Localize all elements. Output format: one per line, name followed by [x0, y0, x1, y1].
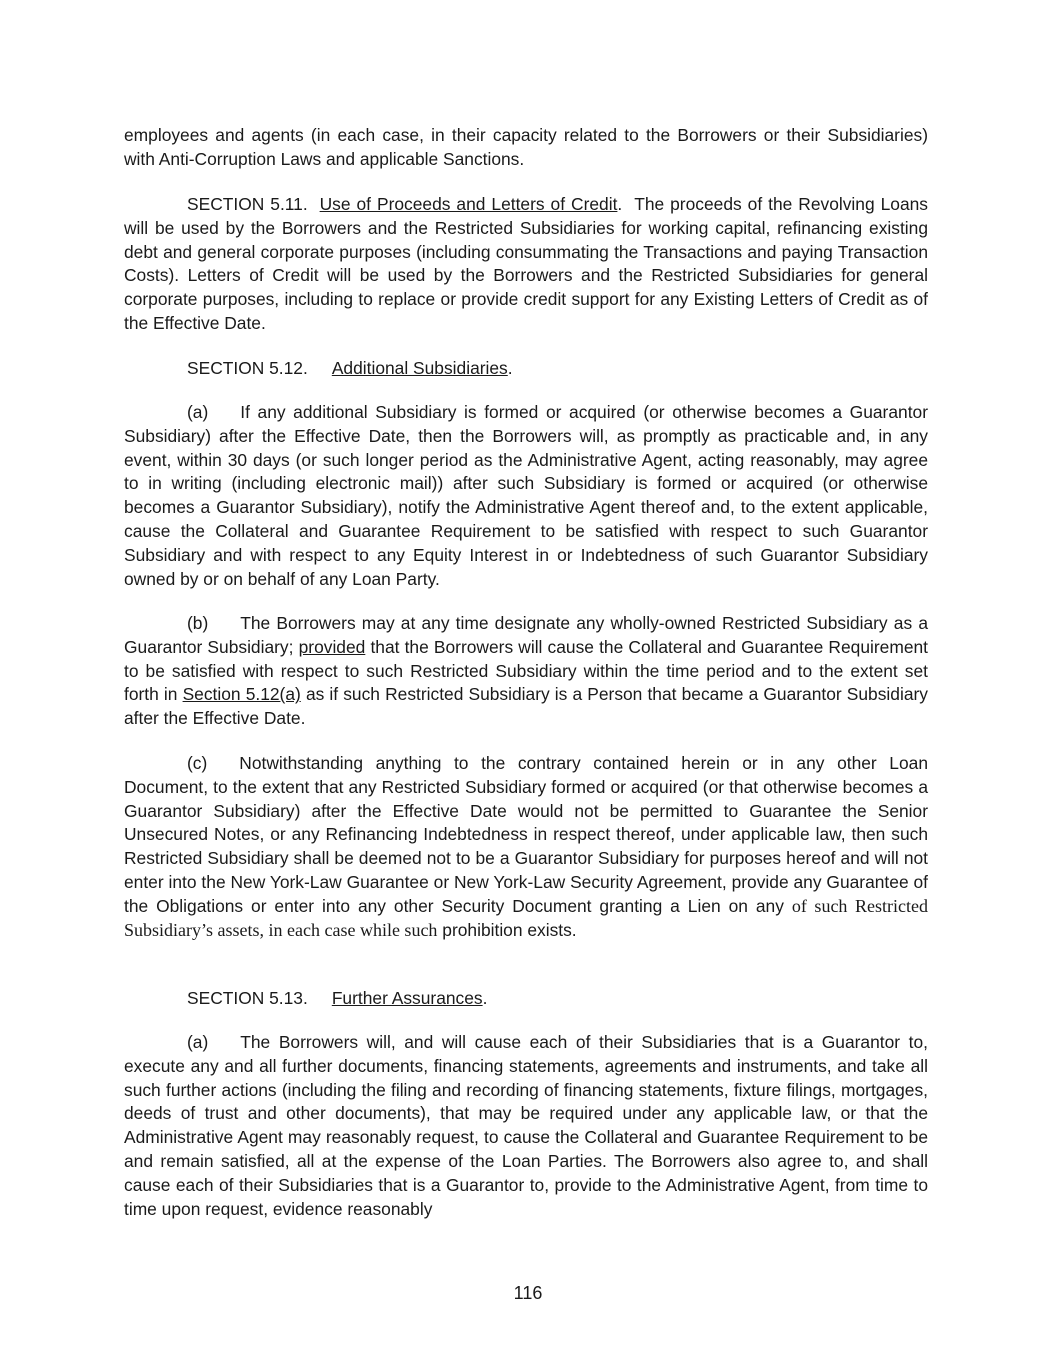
section-title-period: .: [482, 988, 488, 1008]
section-title: Additional Subsidiaries: [331, 358, 508, 378]
clause-label: (c): [187, 753, 208, 773]
section-5-12-heading: [124, 357, 928, 381]
clause-body: The Borrowers will, and will cause each of their Subsidiaries that is a Guarantor to, execute any and all further documents, financing statements, agreements and instruments, and take all such further actions (including the filing and recording of financing statements, fixture filings, mortgages, deeds of trust and other documents), that may be required under any applicable law, or that the Administrative Agent may reasonably request, to cause the Collateral and Guarantee Requirement to be and remain satisfied, all at the expense of the Loan Parties. The Borrowers also agree to, and shall cause each of their Subsidiaries that is a Guarantor to, provide to the Administrative Agent, from time to time upon request, evidence reasonably: [124, 1032, 928, 1219]
clause-5-12-b: [124, 612, 928, 731]
section-body: The proceeds of the Revolving Loans will be used by the Borrowers and the Restricted Subsidiaries for working capital, refinancing existing debt and general corporate purposes (including consummating the Transactions and paying Transaction Costs). Letters of Credit will be used by the Borrowers and the Restricted Subsidiaries for general corporate purposes, including to replace or provide credit support for any Existing Letters of Credit as of the Effective Date.: [124, 194, 928, 333]
clause-body-1: The Borrowers may at any time designate any wholly-owned Restricted Subsidiary as a Guarantor Subsidiary;: [124, 613, 928, 657]
section-title: Use of Proceeds and Letters of Credit: [319, 194, 618, 214]
clause-label: (a): [187, 1032, 209, 1052]
provided-term: provided: [298, 636, 366, 657]
section-number: SECTION 5.12.: [187, 358, 308, 378]
clause-text: [124, 612, 928, 731]
clause-label: (b): [187, 613, 209, 633]
clause-5-12-a: [124, 401, 928, 591]
section-number: SECTION 5.11.: [187, 194, 308, 214]
clause-text: [124, 401, 928, 591]
section-heading-line: [124, 987, 928, 1011]
clause-body: If any additional Subsidiary is formed or acquired (or otherwise becomes a Guarantor Subsidiary) after the Effective Date, then the Borrowers will, as promptly as practicable and, in any event, within 30 days (or such longer period as the Administrative Agent, acting reasonably, may agree to in writing (including electronic mail)) after such Subsidiary is formed or acquired (or otherwise becomes a Guarantor Subsidiary), notify the Administrative Agent thereof and, to the extent applicable, cause the Collateral and Guarantee Requirement to be satisfied with respect to such Guarantor Subsidiary and with respect to any Equity Interest in or Indebtedness of such Guarantor Subsidiary owned by or on behalf of any Loan Party.: [124, 402, 928, 589]
paragraph-text: employees and agents (in each case, in their capacity related to the Borrowers or their Subsidiaries) with Anti-Corruption Laws and applicable Sanctions.: [124, 125, 928, 169]
section-5-13-heading: [124, 987, 928, 1011]
section-5-11: [124, 193, 928, 336]
page-number: 116: [513, 1283, 543, 1303]
clause-body-2: that the Borrowers will cause the Collateral and Guarantee Requirement to be satisfied with respect to such Restricted Subsidiary within the time period and to the extent set forth in: [124, 636, 928, 705]
clause-body-3: as if such Restricted Subsidiary is a Person that became a Guarantor Subsidiary after the Effective Date.: [124, 684, 928, 729]
clause-body-1: Notwithstanding anything to the contrary contained herein or in any other Loan Document, to the extent that any Restricted Subsidiary formed or acquired (or that otherwise becomes a Guarantor Subsidiary) after the Effective Date would not be permitted to Guarantee the Senior Unsecured Notes, or any Refinancing Indebtedness in respect thereof, under applicable law, then such Restricted Subsidiary shall be deemed not to be a Guarantor Subsidiary for purposes hereof and will not enter into the New York-Law Guarantee or New York-Law Security Agreement, provide any Guarantee of the Obligations or enter into any other Security Document granting a Lien on any: [124, 753, 928, 916]
clause-text: [124, 1031, 928, 1221]
section-heading-line: [124, 357, 928, 381]
section-title: Further Assurances: [331, 988, 483, 1008]
clause-label: (a): [187, 402, 209, 422]
section-title-period: .: [617, 194, 623, 214]
clause-5-12-c: [124, 752, 928, 942]
paragraph-continuation: [124, 124, 928, 172]
section-5-11-paragraph: [124, 193, 928, 336]
clause-5-13-a: [124, 1031, 928, 1221]
section-reference-link[interactable]: Section 5.12(a): [182, 684, 301, 705]
clause-body-serif: of such Restricted Subsidiary’s assets, in each case while such: [124, 895, 928, 940]
clause-body-2: prohibition exists.: [442, 919, 577, 940]
section-number: SECTION 5.13.: [187, 988, 308, 1008]
section-title-period: .: [507, 358, 513, 378]
clause-text: [124, 752, 928, 942]
